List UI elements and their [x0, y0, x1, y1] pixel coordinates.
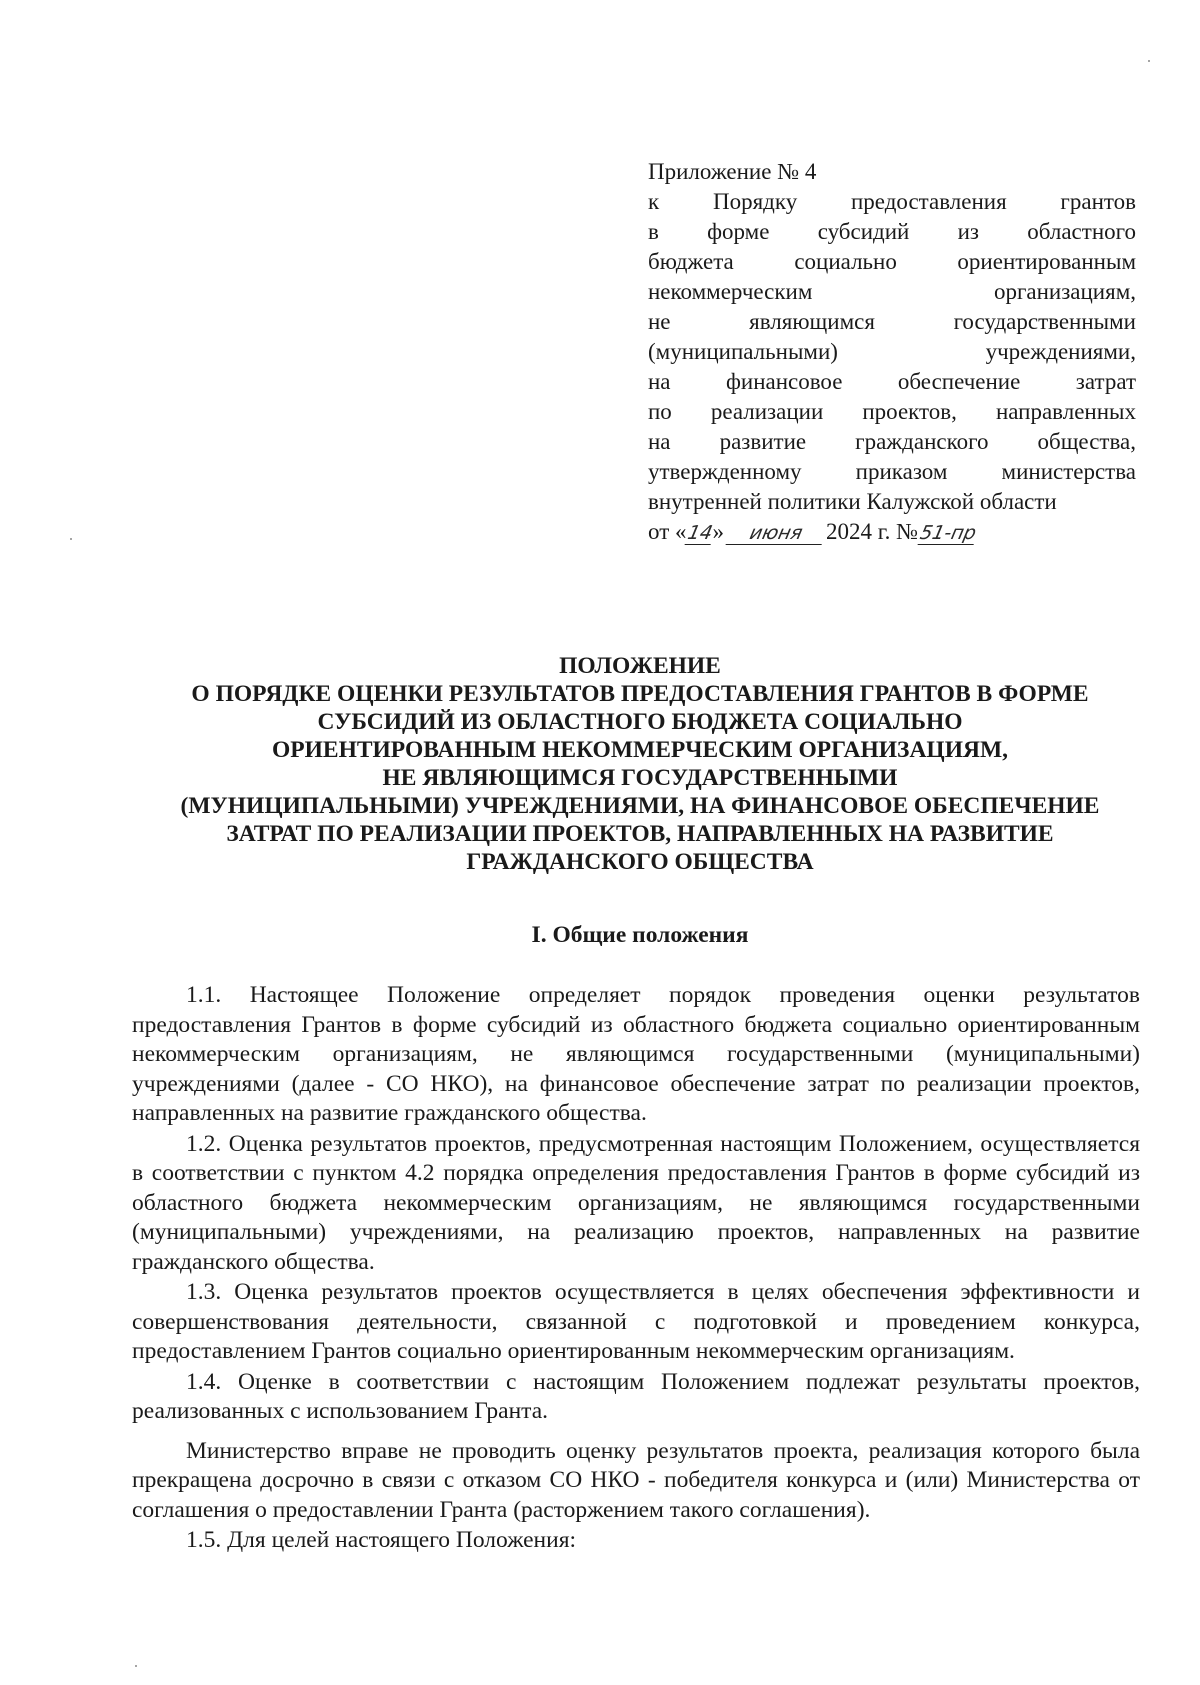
appendix-reference [648, 187, 1136, 517]
scan-speck [1148, 60, 1150, 62]
handwritten-day: 14 [685, 522, 715, 544]
appendix-number: Приложение № 4 [648, 159, 817, 184]
title-line: ГРАЖДАНСКОГО ОБЩЕСТВА [466, 849, 814, 875]
date-quote-close: » [712, 519, 724, 544]
approval-date-line [648, 517, 1136, 547]
section-heading: I. Общие положения [531, 922, 749, 948]
appendix-line: (муниципальными) учреждениями, [648, 339, 1136, 364]
handwritten-doc-number: 51-пр [918, 522, 979, 544]
appendix-line: бюджета социально ориентированным [648, 249, 1136, 274]
paragraph-1-4: 1.4. Оценке в соответствии с настоящим Положением подлежат результаты проектов, реализованных с использованием Гранта. [132, 1368, 1140, 1424]
appendix-line: на финансовое обеспечение затрат [648, 369, 1136, 394]
date-prefix: от « [648, 519, 687, 544]
title-line: ЗАТРАТ ПО РЕАЛИЗАЦИИ ПРОЕКТОВ, НАПРАВЛЕННЫХ НА РАЗВИТИЕ [226, 821, 1054, 847]
appendix-line: к Порядку предоставления грантов [648, 189, 1136, 214]
title-line: ПОЛОЖЕНИЕ [559, 653, 721, 679]
paragraph-ministry: Министерство вправе не проводить оценку результатов проекта, реализация которого была прекращена досрочно в связи с отказом СО НКО - победителя конкурса и (или) Министерства от соглашения о предоставлении Гранта (расторжением такого соглашения). [132, 1437, 1140, 1523]
title-line: ОРИЕНТИРОВАННЫМ НЕКОММЕРЧЕСКИМ ОРГАНИЗАЦИЯМ, [271, 737, 1009, 763]
paragraph-1-1: 1.1. Настоящее Положение определяет порядок проведения оценки результатов предоставления Грантов в форме субсидий из областного бюджета социально ориентированным некоммерческим организациям, не являющимся государственными (муниципальными) учреждениями (далее - СО НКО), на финансовое обеспечение затрат по реализации проектов, направленных на развитие гражданского общества. [132, 982, 1140, 1126]
appendix-line: некоммерческим организациям, [648, 279, 1136, 304]
scan-speck [70, 538, 72, 540]
document-title [120, 652, 1160, 876]
title-line: О ПОРЯДКЕ ОЦЕНКИ РЕЗУЛЬТАТОВ ПРЕДОСТАВЛЕНИЯ ГРАНТОВ В ФОРМЕ [191, 681, 1089, 707]
appendix-line: внутренней политики Калужской области [648, 489, 1057, 514]
appendix-line: утвержденному приказом министерства [648, 459, 1136, 484]
scan-speck [135, 1665, 137, 1667]
title-line: СУБСИДИЙ ИЗ ОБЛАСТНОГО БЮДЖЕТА СОЦИАЛЬНО [317, 709, 963, 735]
paragraph-1-5: 1.5. Для целей настоящего Положения: [186, 1527, 577, 1553]
handwritten-month: июня [726, 522, 827, 545]
paragraph-1-3: 1.3. Оценка результатов проектов осуществляется в целях обеспечения эффективности и совершенствования деятельности, связанной с подготовкой и проведением конкурса, предоставлением Грантов социально ориентированным некоммерческим организациям. [132, 1279, 1140, 1364]
title-line: НЕ ЯВЛЯЮЩИМСЯ ГОСУДАРСТВЕННЫМИ [382, 765, 898, 791]
appendix-block [648, 157, 1136, 547]
appendix-line: на развитие гражданского общества, [648, 429, 1136, 454]
paragraph-1-2: 1.2. Оценка результатов проектов, предусмотренная настоящим Положением, осуществляется в соответствии с пунктом 4.2 порядка определения предоставления Грантов в форме субсидий из областного бюджета некоммерческим организациям, не являющимся государственными (муниципальными) учреждениями, на реализацию проектов, направленных на развитие гражданского общества. [132, 1130, 1140, 1275]
title-line: (МУНИЦИПАЛЬНЫМИ) УЧРЕЖДЕНИЯМИ, НА ФИНАНСОВОЕ ОБЕСПЕЧЕНИЕ [180, 793, 1100, 819]
date-year: 2024 г. № [826, 519, 919, 544]
appendix-line: в форме субсидий из областного [648, 219, 1136, 244]
appendix-line: по реализации проектов, направленных [648, 399, 1136, 424]
appendix-line: не являющимся государственными [648, 309, 1136, 334]
document-body [132, 981, 1140, 1556]
